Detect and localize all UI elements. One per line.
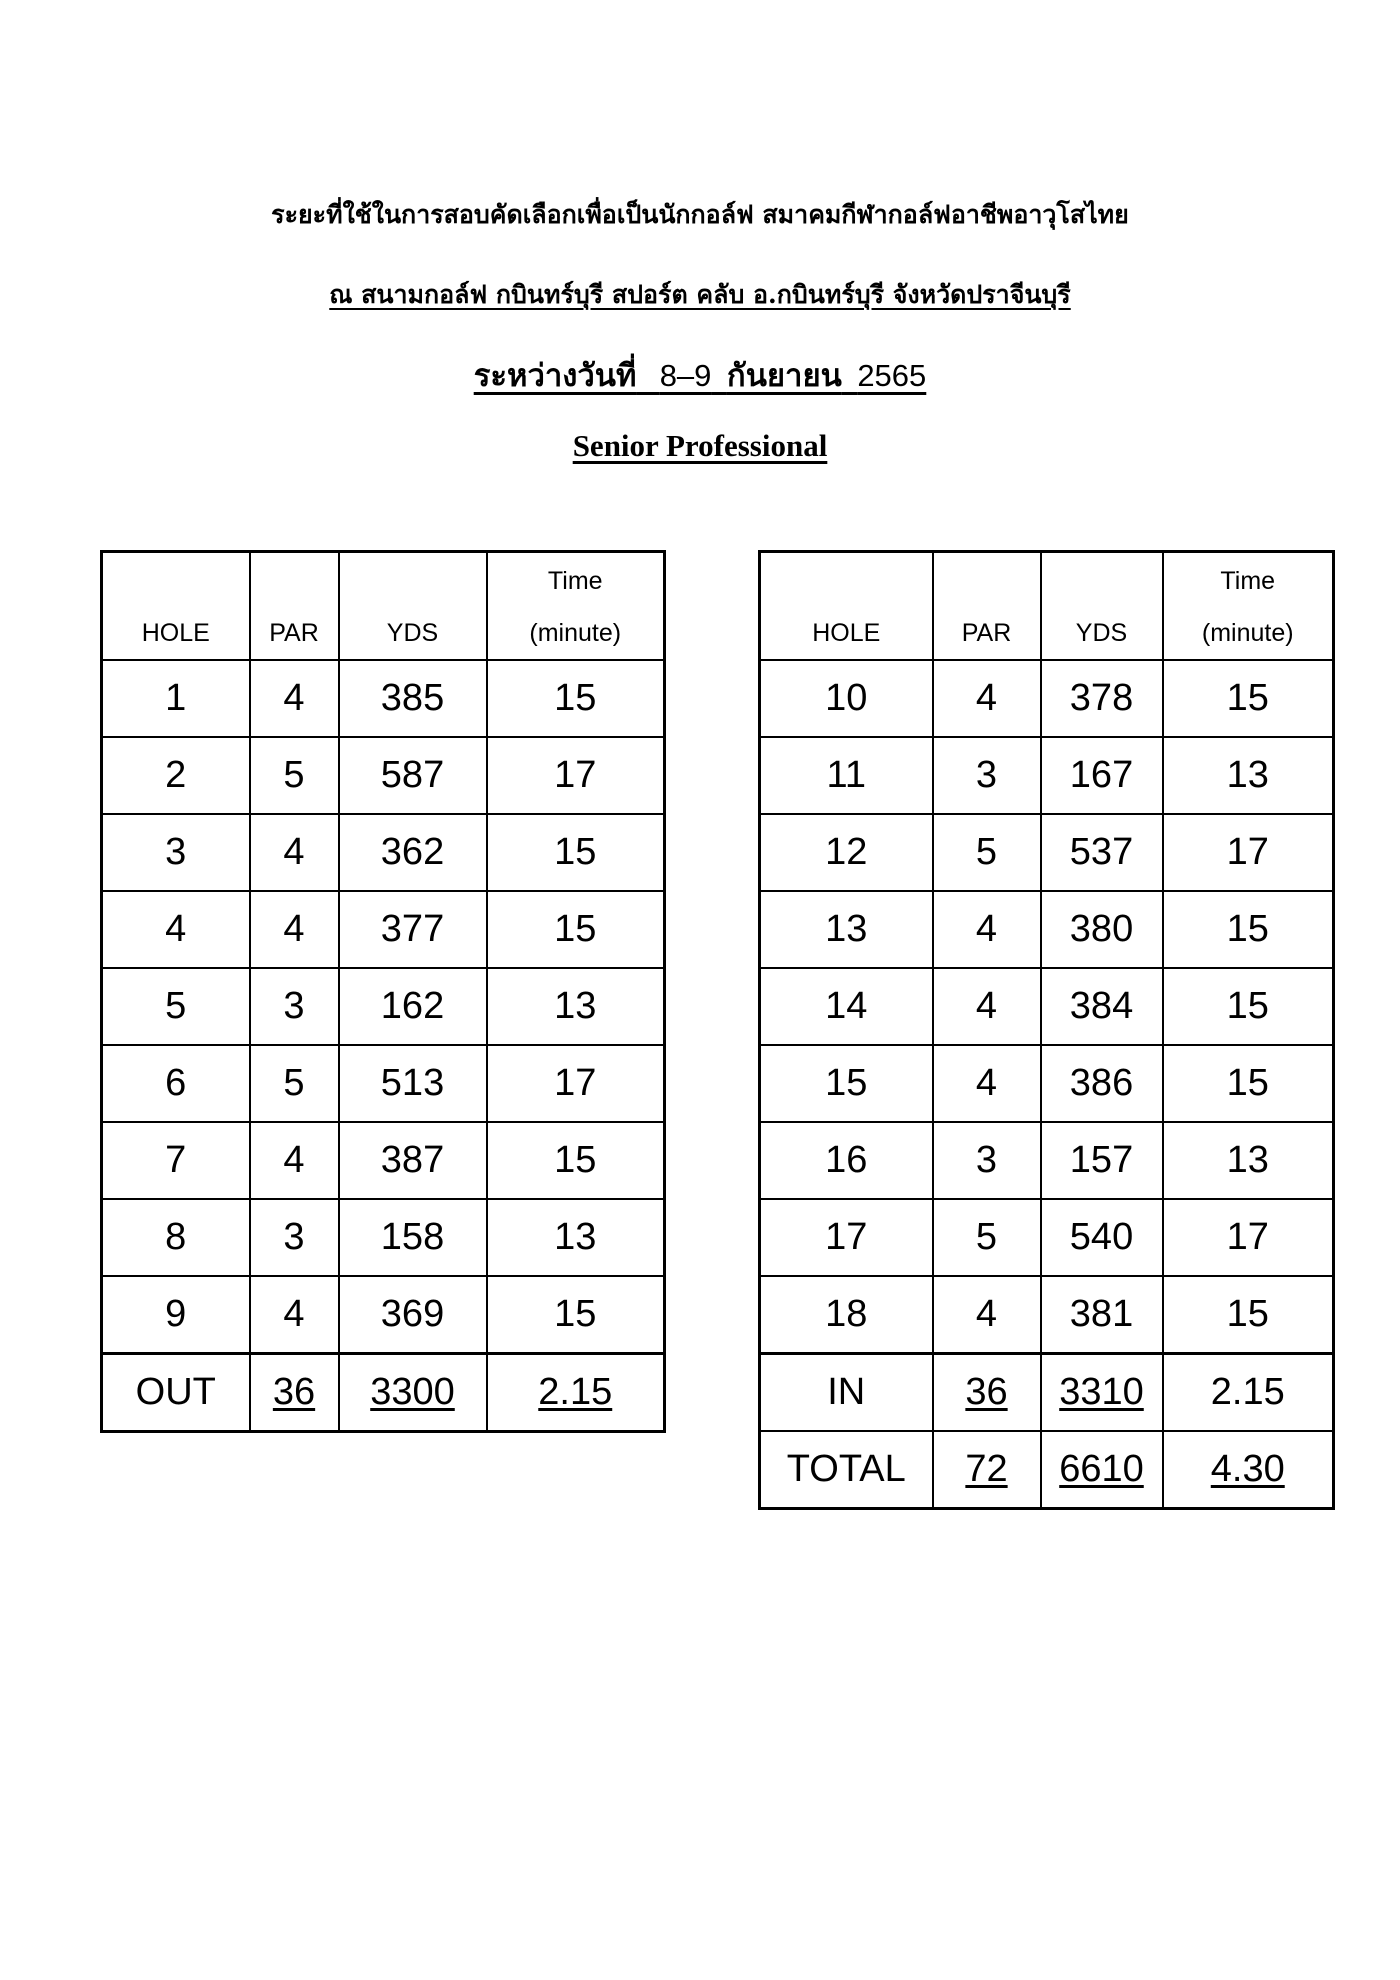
hole-row [760,1122,1334,1199]
yds-cell: 162 [339,968,487,1045]
hole-row [102,737,665,814]
time-cell: 17 [1163,814,1334,891]
hole-cell: 1 [102,660,250,737]
yds-cell: 384 [1041,968,1163,1045]
hole-row [760,1045,1334,1122]
par-cell: 4 [933,1276,1041,1354]
in-yds [1041,1354,1163,1432]
time-cell: 15 [487,660,665,737]
venue-line [0,275,1400,315]
date-days: 8–9 [659,358,712,393]
yds-cell: 537 [1041,814,1163,891]
hole-cell: 8 [102,1199,250,1276]
time-cell: 13 [487,1199,665,1276]
total-par [933,1431,1041,1509]
in-par-value: 36 [965,1371,1008,1413]
time-cell: 17 [487,1045,665,1122]
hole-cell: 2 [102,737,250,814]
date-prefix: ระหว่างวันที่ [473,358,637,394]
par-cell: 4 [250,1276,339,1354]
time-header-top: Time [547,567,603,595]
hole-row [760,1276,1334,1354]
par-cell: 3 [933,1122,1041,1199]
time-cell: 15 [487,814,665,891]
hole-cell: 18 [760,1276,933,1354]
par-cell: 4 [933,968,1041,1045]
yds-cell: 157 [1041,1122,1163,1199]
yds-cell: 158 [339,1199,487,1276]
time-header-top: Time [1220,567,1276,595]
in-yds-value: 3310 [1059,1371,1144,1413]
time-cell: 15 [487,1276,665,1354]
yds-column-header: YDS [1041,552,1163,661]
yds-cell: 362 [339,814,487,891]
par-cell: 5 [250,737,339,814]
time-column-header [1163,552,1334,661]
hole-row [102,1045,665,1122]
hole-cell: 15 [760,1045,933,1122]
hole-row [760,814,1334,891]
time-cell: 15 [1163,968,1334,1045]
in-label: IN [760,1354,933,1432]
in-time: 2.15 [1163,1354,1334,1432]
hole-row [102,1199,665,1276]
date-year: 2565 [857,358,927,393]
time-header-bottom: (minute) [529,619,622,647]
category-line [0,428,1400,464]
yds-cell: 377 [339,891,487,968]
par-cell: 3 [933,737,1041,814]
hole-row [102,968,665,1045]
hole-cell: 14 [760,968,933,1045]
hole-row [102,1122,665,1199]
hole-row [102,891,665,968]
yds-cell: 387 [339,1122,487,1199]
time-cell: 17 [1163,1199,1334,1276]
out-par [250,1354,339,1432]
time-cell: 13 [487,968,665,1045]
hole-row [102,660,665,737]
par-cell: 4 [933,660,1041,737]
time-header-bottom: (minute) [1201,619,1294,647]
front-nine-table [100,550,666,1433]
par-cell: 4 [933,891,1041,968]
hole-row [760,1199,1334,1276]
in-par [933,1354,1041,1432]
hole-cell: 10 [760,660,933,737]
yds-cell: 381 [1041,1276,1163,1354]
time-cell: 15 [1163,660,1334,737]
par-cell: 4 [250,891,339,968]
hole-row [760,660,1334,737]
time-cell: 15 [487,891,665,968]
yds-cell: 386 [1041,1045,1163,1122]
back-nine-table [758,550,1335,1510]
par-cell: 5 [933,1199,1041,1276]
yds-cell: 380 [1041,891,1163,968]
out-label: OUT [102,1354,250,1432]
par-column-header: PAR [933,552,1041,661]
yds-cell: 385 [339,660,487,737]
out-time [487,1354,665,1432]
hole-cell: 6 [102,1045,250,1122]
hole-column-header: HOLE [102,552,250,661]
par-cell: 4 [933,1045,1041,1122]
time-cell: 17 [487,737,665,814]
hole-cell: 4 [102,891,250,968]
hole-cell: 12 [760,814,933,891]
out-row [102,1354,665,1432]
hole-cell: 5 [102,968,250,1045]
time-cell: 15 [1163,891,1334,968]
time-cell: 15 [1163,1045,1334,1122]
par-cell: 3 [250,968,339,1045]
document-title: ระยะที่ใช้ในการสอบคัดเลือกเพื่อเป็นนักกอล์ฟ สมาคมกีฬากอล์ฟอาชีพอาวุโสไทย [271,200,1129,229]
yds-cell: 540 [1041,1199,1163,1276]
time-column-header [487,552,665,661]
total-par-value: 72 [965,1448,1008,1490]
par-cell: 5 [933,814,1041,891]
par-column-header: PAR [250,552,339,661]
total-yds [1041,1431,1163,1509]
date-month: กันยายน [726,358,842,394]
yds-cell: 378 [1041,660,1163,737]
back-nine-rows [760,660,1334,1354]
venue-text: ณ สนามกอล์ฟ กบินทร์บุรี สปอร์ต คลับ อ.กบินทร์บุรี จังหวัดปราจีนบุรี [329,280,1071,309]
time-cell: 13 [1163,737,1334,814]
hole-cell: 7 [102,1122,250,1199]
hole-cell: 16 [760,1122,933,1199]
hole-cell: 9 [102,1276,250,1354]
out-yds-value: 3300 [370,1371,455,1413]
yds-cell: 513 [339,1045,487,1122]
header-row [760,552,1334,661]
time-cell: 13 [1163,1122,1334,1199]
total-yds-value: 6610 [1059,1448,1144,1490]
in-row [760,1354,1334,1432]
hole-row [760,737,1334,814]
par-cell: 4 [250,814,339,891]
hole-cell: 17 [760,1199,933,1276]
total-time-value: 4.30 [1210,1448,1285,1490]
front-nine-rows [102,660,665,1354]
yds-cell: 369 [339,1276,487,1354]
yds-column-header: YDS [339,552,487,661]
out-time-value: 2.15 [538,1371,613,1413]
time-cell: 15 [1163,1276,1334,1354]
out-par-value: 36 [272,1371,316,1413]
hole-row [760,968,1334,1045]
par-cell: 4 [250,1122,339,1199]
yds-cell: 587 [339,737,487,814]
hole-column-header: HOLE [760,552,933,661]
out-yds [339,1354,487,1432]
hole-cell: 13 [760,891,933,968]
par-cell: 4 [250,660,339,737]
total-label: TOTAL [760,1431,933,1509]
hole-row [760,891,1334,968]
date-line [0,350,1400,400]
category-text: Senior Professional [572,428,828,463]
par-cell: 3 [250,1199,339,1276]
total-time [1163,1431,1334,1509]
yds-cell: 167 [1041,737,1163,814]
hole-row [102,1276,665,1354]
hole-row [102,814,665,891]
hole-cell: 3 [102,814,250,891]
total-row [760,1431,1334,1509]
hole-cell: 11 [760,737,933,814]
par-cell: 5 [250,1045,339,1122]
header-row [102,552,665,661]
time-cell: 15 [487,1122,665,1199]
